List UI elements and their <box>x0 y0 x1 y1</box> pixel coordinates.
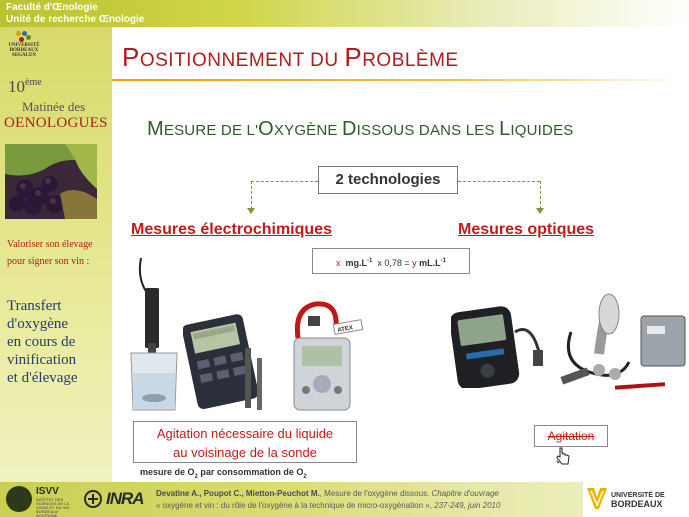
top-header-bar <box>0 0 689 27</box>
slide-title: POSITIONNEMENT DU PROBLÈME <box>122 42 459 72</box>
title-underline <box>112 79 689 81</box>
oenologues-label: OENOLOGUES <box>4 115 108 131</box>
inra-logo-icon <box>84 490 106 508</box>
matinee-label: Matinée des <box>22 99 86 114</box>
optical-header: Mesures optiques <box>458 221 595 238</box>
hand-cursor-icon <box>556 447 570 465</box>
atex-label: ATEX <box>336 325 354 334</box>
transfert-text: Transfert d'oxygène en cours de vinification et d'élevage <box>7 298 78 386</box>
bordeaux-logo-text: UNIVERSITÉ DE BORDEAUX <box>611 492 665 509</box>
isvv-logo-icon <box>6 486 32 512</box>
arrow-down-left-icon <box>247 208 255 214</box>
research-unit-label: Unité de recherche Œnologie <box>6 14 145 25</box>
connector-right <box>458 181 540 182</box>
electrochemical-header: Mesures électrochimiques <box>131 221 332 238</box>
isvv-logo-text: ISVV <box>36 486 59 497</box>
university-logo-text: UNIVERSITÉ BORDEAUX SEGALEN <box>8 43 40 58</box>
optical-fiber-probe-image <box>559 292 687 396</box>
arrow-down-right-icon <box>536 208 544 214</box>
sidebar <box>0 27 112 482</box>
university-logo-icon <box>16 31 32 43</box>
o2-consumption-note: mesure de $O_2$ par consommation de $O_2$ <box>140 467 307 480</box>
bibliographic-reference: Devatine A., Poupot C., Mietton-Peuchot M., Mesure de l'oxygène dissous. Chapitre d'ouvrage « oxygène et vin : du rôle de l'oxygène à la technique de micro-oxygénation », 237-249, juin 2010 <box>156 489 501 510</box>
university-logo <box>4 31 44 61</box>
conversion-formula: x $mg.L^{-1}$ x 0,78 = y $mL.L^{-1}$ <box>312 248 470 274</box>
bordeaux-logo-icon <box>586 487 608 511</box>
valoriser-text: Valoriser son élevage pour signer son vin : <box>7 239 93 267</box>
inra-logo-text: INRA <box>106 489 144 508</box>
connector-right-vertical <box>540 181 541 209</box>
footer-bar <box>0 482 689 517</box>
oxymeter-handheld-image <box>183 308 269 412</box>
connector-left <box>251 181 318 182</box>
connector-left-vertical <box>251 181 252 209</box>
slide-subtitle: MESURE DE L'OXYGÈNE DISSOUS DANS LES LIQUIDES <box>147 118 574 140</box>
grapes-photo <box>5 144 97 219</box>
agitation-required-box: Agitation nécessaire du liquide au voisinage de la sonde <box>133 421 357 463</box>
matinee-number: 10ème <box>8 77 42 96</box>
atex-oxymeter-image <box>288 298 364 414</box>
isvv-subtitle: INSTITUT DES SCIENCES DE LA VIGNE ET DU VIN BORDEAUX AQUITAINE <box>36 497 70 517</box>
agitation-not-needed-box: Agitation <box>534 425 608 447</box>
optical-handheld-image <box>451 302 547 388</box>
bordeaux-university-logo <box>583 482 689 517</box>
technologies-box: 2 technologies <box>318 166 458 194</box>
oxygen-probe-beaker-image <box>129 258 181 414</box>
faculty-label: Faculté d'Œnologie <box>6 2 98 13</box>
